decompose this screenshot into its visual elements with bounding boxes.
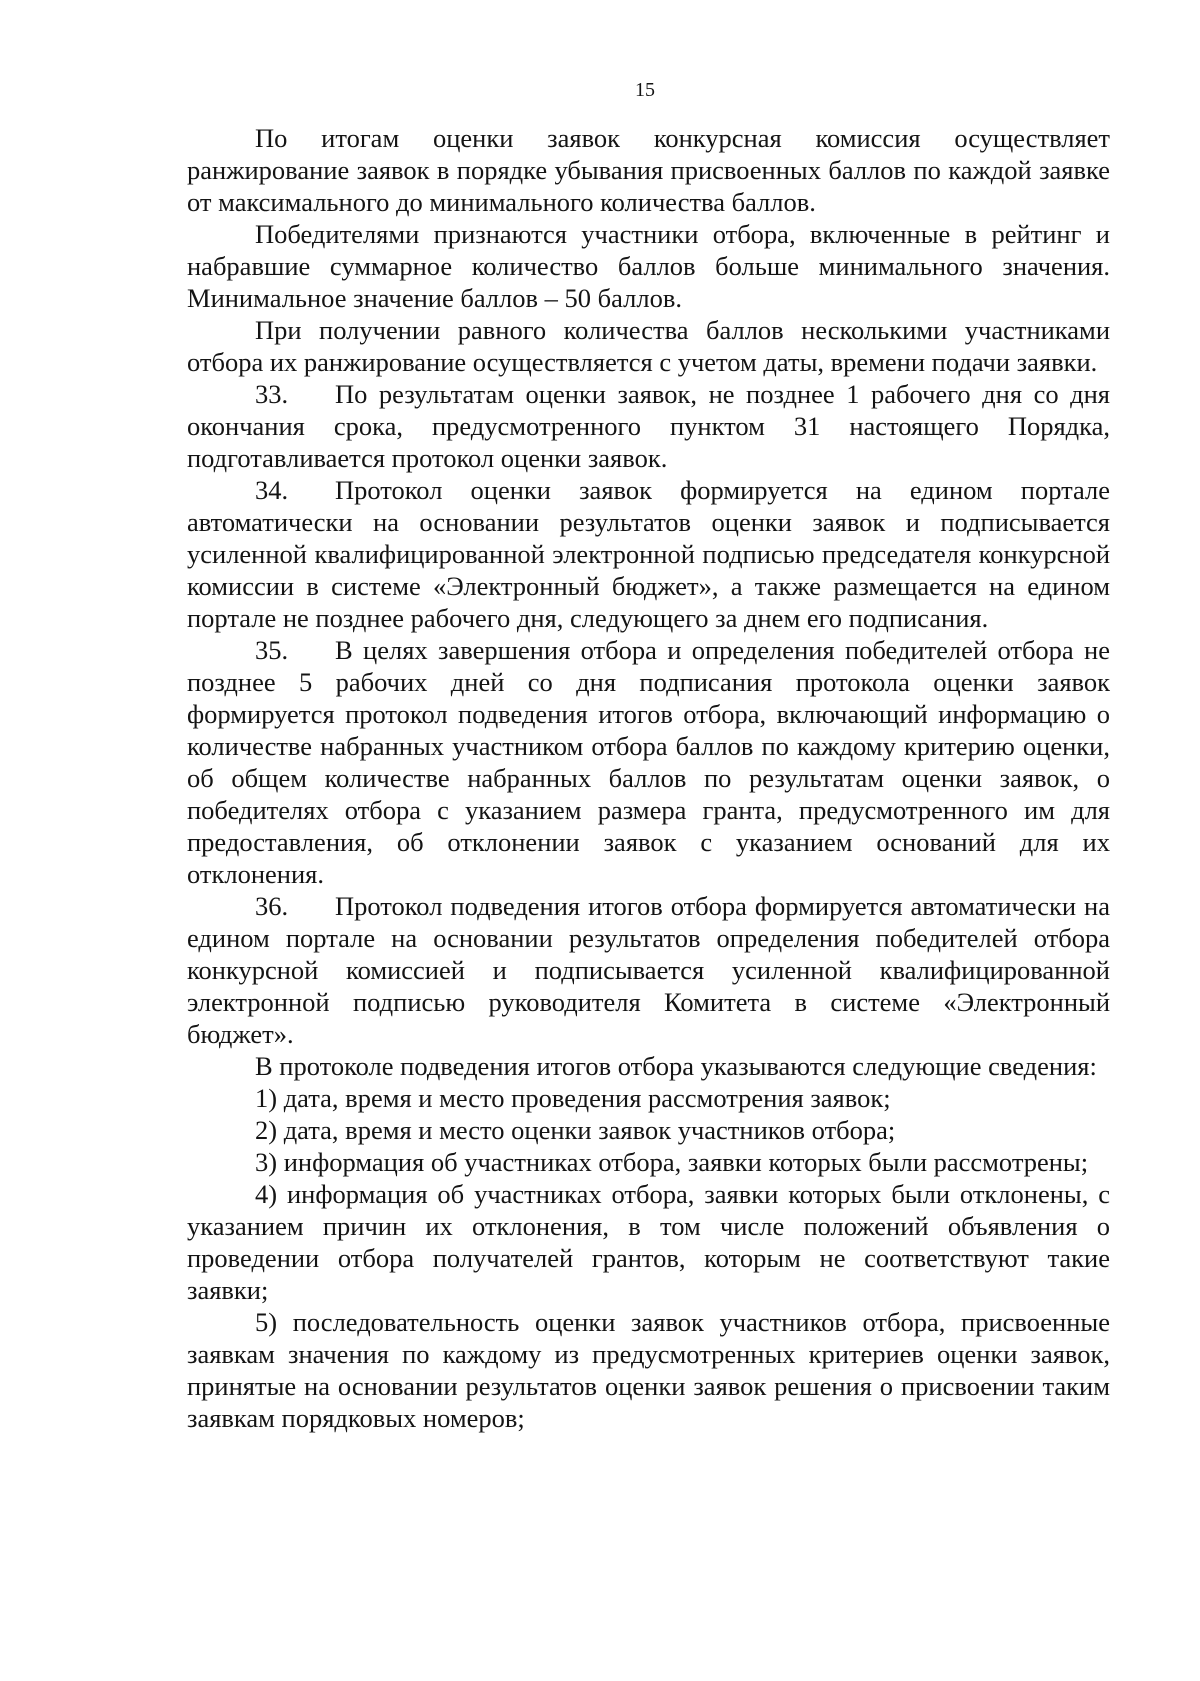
paragraph-equal-scores: При получении равного количества баллов несколькими участниками отбора их ранжирование осуществляется с учетом даты, времени подачи заявки. (187, 315, 1110, 377)
clause-text: По результатам оценки заявок, не позднее 1 рабочего дня со дня окончания срока, предусмотренного пунктом 31 настоящего Порядка, подготавливается протокол оценки заявок. (187, 379, 1110, 473)
list-item: 2) дата, время и место оценки заявок участников отбора; (255, 1115, 896, 1145)
clause-number: 36. (255, 891, 289, 921)
clause-34 (187, 474, 1110, 634)
clause-text: В целях завершения отбора и определения победителей отбора не позднее 5 рабочих дней со дня подписания протокола оценки заявок формируется протокол подведения итогов отбора, включающий информацию о количестве набранных участником отбора баллов по каждому критерию оценки, об общем количестве набранных баллов по результатам оценки заявок, о победителях отбора с указанием размера гранта, предусмотренного им для предоставления, об отклонении заявок с указанием оснований для их отклонения. (187, 635, 1110, 889)
page-number (0, 78, 1200, 102)
clause-text: Протокол подведения итогов отбора формируется автоматически на едином портале на основании результатов определения победителей отбора конкурсной комиссией и подписывается усиленной квалифицированной электронной подписью руководителя Комитета в системе «Электронный бюджет». (187, 891, 1110, 1049)
list-intro: В протоколе подведения итогов отбора указываются следующие сведения: (255, 1051, 1097, 1081)
document-body (187, 122, 1110, 1434)
clause-33 (187, 378, 1110, 474)
clause-35 (187, 634, 1110, 890)
clause-number: 34. (255, 475, 289, 505)
clause-number: 35. (255, 635, 289, 665)
clause-36 (187, 890, 1110, 1050)
clause-number: 33. (255, 379, 289, 409)
clause-text: Протокол оценки заявок формируется на едином портале автоматически на основании результатов оценки заявок и подписывается усиленной квалифицированной электронной подписью председателя конкурсной комиссии в системе «Электронный бюджет», а также размещается на едином портале не позднее рабочего дня, следующего за днем его подписания. (187, 475, 1110, 633)
page-number-text: 15 (635, 79, 655, 101)
list-item: 4) информация об участниках отбора, заявки которых были отклонены, с указанием причин их отклонения, в том числе положений объявления о проведении отбора получателей грантов, которым не соответствуют такие заявки; (187, 1179, 1110, 1305)
paragraph-winners: Победителями признаются участники отбора, включенные в рейтинг и набравшие суммарное количество баллов больше минимального значения. Минимальное значение баллов – 50 баллов. (187, 219, 1110, 313)
list-item: 1) дата, время и место проведения рассмотрения заявок; (255, 1083, 891, 1113)
paragraph-ranking: По итогам оценки заявок конкурсная комиссия осуществляет ранжирование заявок в порядке убывания присвоенных баллов по каждой заявке от максимального до минимального количества баллов. (187, 123, 1110, 217)
list-item: 3) информация об участниках отбора, заявки которых были рассмотрены; (255, 1147, 1089, 1177)
list-item: 5) последовательность оценки заявок участников отбора, присвоенные заявкам значения по каждому из предусмотренных критериев оценки заявок, принятые на основании результатов оценки заявок решения о присвоении таким заявкам порядковых номеров; (187, 1307, 1110, 1433)
